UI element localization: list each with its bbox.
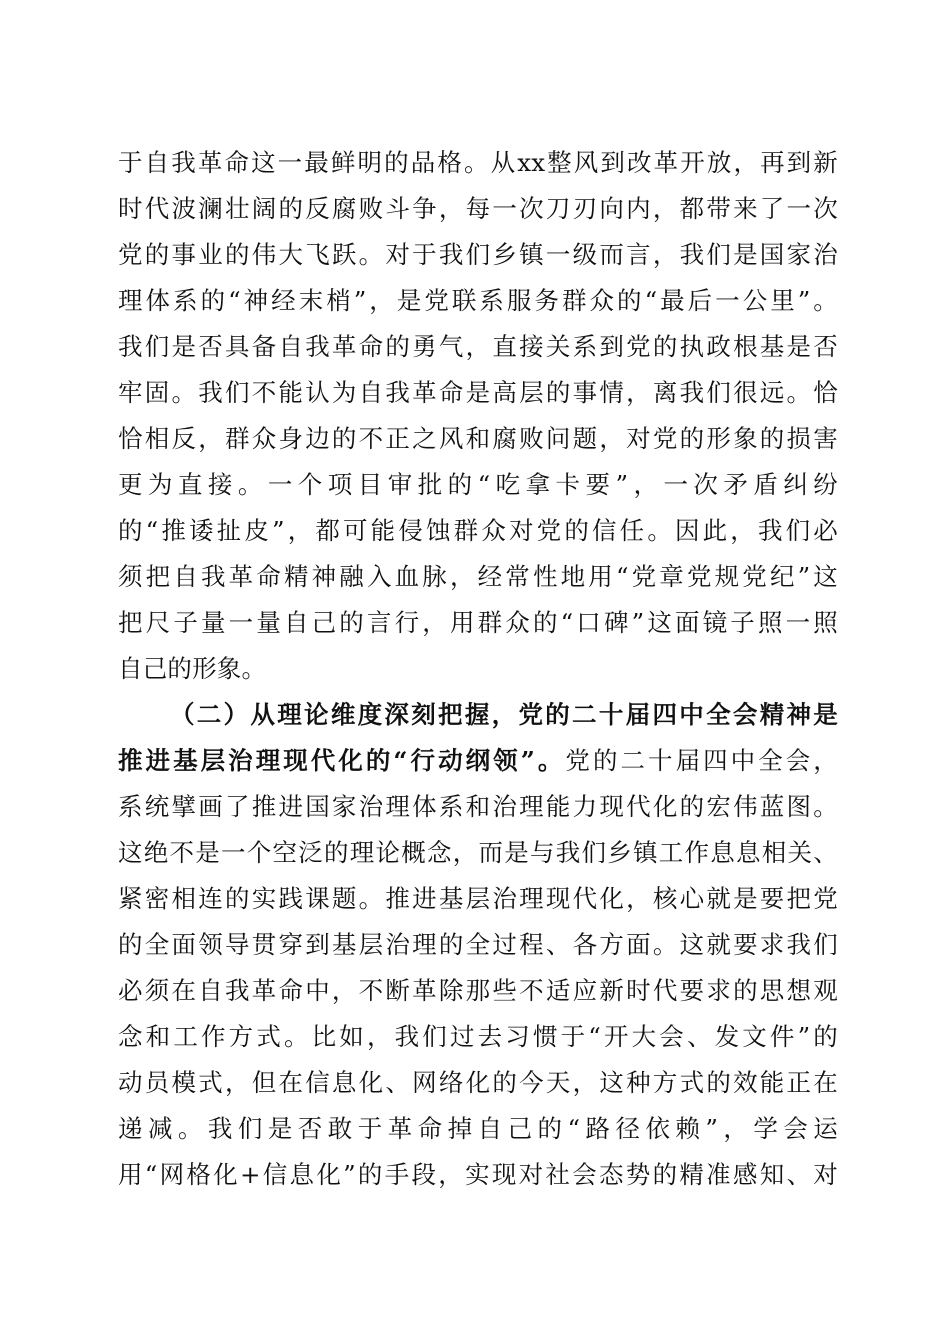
text-line: 于自我革命这一最鲜明的品格。从xx整风到改革开放，再到新 — [118, 148, 838, 177]
text-line: 时代波澜壮阔的反腐败斗争，每一次刀刃向内，都带来了一次 — [118, 194, 838, 223]
text-line: 递减。我们是否敢于革命掉自己的“路径依赖”，学会运 — [118, 1114, 838, 1143]
text-line: 的全面领导贯穿到基层治理的全过程、各方面。这就要求我们 — [118, 930, 838, 959]
text-line: 恰相反，群众身边的不正之风和腐败问题，对党的形象的损害 — [118, 424, 838, 453]
text-line: 理体系的“神经末梢”，是党联系服务群众的“最后一公里”。 — [118, 286, 838, 315]
text-line: 紧密相连的实践课题。推进基层治理现代化，核心就是要把党 — [118, 884, 838, 913]
paragraph-theory-dimension — [118, 692, 838, 1198]
text-line: 自己的形象。 — [118, 654, 267, 683]
text-line: 这绝不是一个空泛的理论概念，而是与我们乡镇工作息息相关、 — [118, 838, 838, 867]
text-line: 念和工作方式。比如，我们过去习惯于“开大会、发文件”的 — [118, 1022, 838, 1051]
document-body — [118, 140, 838, 1198]
paragraph-self-revolution — [118, 140, 838, 692]
text-line: 更为直接。一个项目审批的“吃拿卡要”，一次矛盾纠纷 — [118, 470, 838, 499]
text-line: 须把自我革命精神融入血脉，经常性地用“党章党规党纪”这 — [118, 562, 838, 591]
text-line: 党的事业的伟大飞跃。对于我们乡镇一级而言，我们是国家治 — [118, 240, 838, 269]
section-heading: （二）从理论维度深刻把握，党的二十届四中全会精神是 — [170, 700, 838, 729]
section-heading-tail: 推进基层治理现代化的“行动纲领”。 — [118, 746, 566, 775]
text-run: 党的二十届四中全会， — [565, 746, 838, 775]
text-line: 必须在自我革命中，不断革除那些不适应新时代要求的思想观 — [118, 976, 838, 1005]
text-line: 用“网格化+信息化”的手段，实现对社会态势的精准感知、对 — [118, 1160, 838, 1189]
text-line: 动员模式，但在信息化、网络化的今天，这种方式的效能正在 — [118, 1068, 838, 1097]
text-line: 的“推诿扯皮”，都可能侵蚀群众对党的信任。因此，我们必 — [118, 516, 838, 545]
text-line: 把尺子量一量自己的言行，用群众的“口碑”这面镜子照一照 — [118, 608, 838, 637]
text-line: 牢固。我们不能认为自我革命是高层的事情，离我们很远。恰 — [118, 378, 838, 407]
text-line: 我们是否具备自我革命的勇气，直接关系到党的执政根基是否 — [118, 332, 838, 361]
section-heading-continued — [118, 738, 838, 784]
text-line: 系统擘画了推进国家治理体系和治理能力现代化的宏伟蓝图。 — [118, 792, 838, 821]
